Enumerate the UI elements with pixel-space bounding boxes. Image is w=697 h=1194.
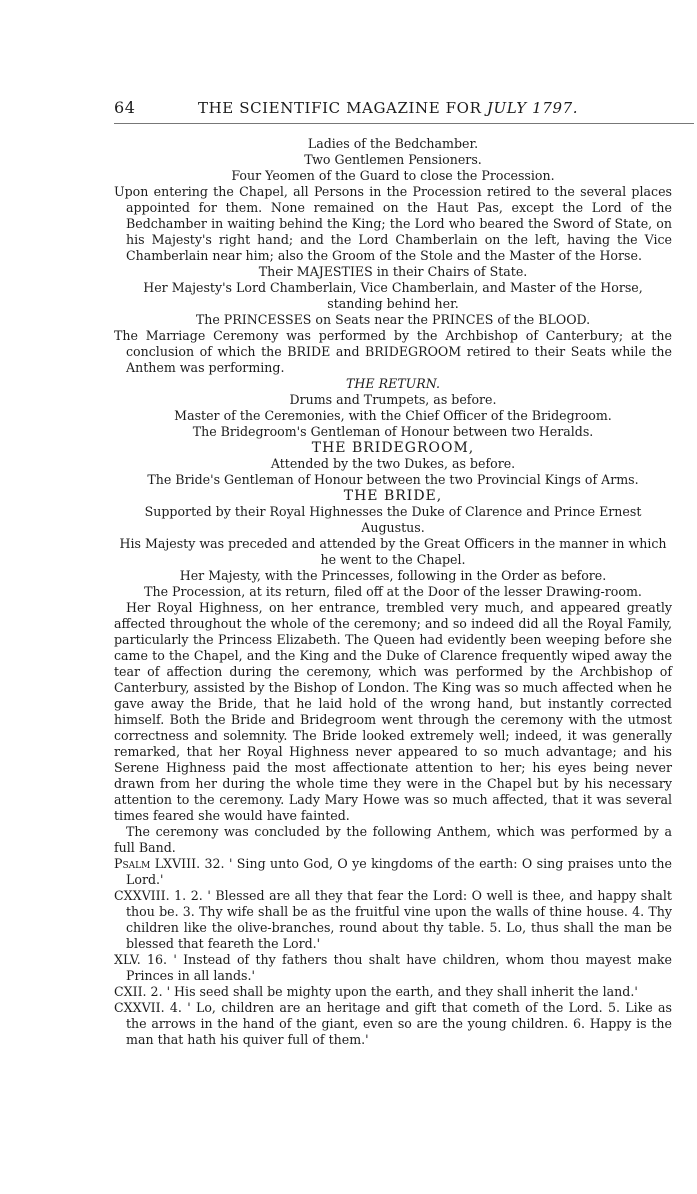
- procession-line: Supported by their Royal Highnesses the Duke of Clarence and Prince Ernest Augustus.: [144, 504, 642, 535]
- procession-heading: THE BRIDEGROOM,: [311, 440, 475, 456]
- verse-reference: CXXVIII. 1. 2.: [114, 888, 203, 903]
- paragraph: The Marriage Ceremony was performed by the Archbishop of Canterbury; at the conclusion of which the BRIDE and BRIDEGROOM retired to their Seats while the Anthem was performing.: [114, 328, 672, 375]
- anthem-verse: [114, 1000, 672, 1048]
- procession-line: Ladies of the Bedchamber.: [307, 136, 479, 151]
- verse-text: ' Lo, children are an heritage and gift that cometh of the Lord. 5. Like as the arrows in the hand of the giant, even so are the young children. 6. Happy is the man that hath his quiver full of them.': [126, 1000, 672, 1047]
- procession-line: Master of the Ceremonies, with the Chief Officer of the Bridegroom.: [174, 408, 612, 423]
- running-title-text: THE SCIENTIFIC MAGAZINE FOR: [198, 99, 487, 117]
- verse-reference: CXII. 2.: [114, 984, 163, 999]
- procession-line: Two Gentlemen Pensioners.: [304, 152, 482, 167]
- procession-line: Four Yeomen of the Guard to close the Procession.: [231, 168, 555, 183]
- procession-heading: THE BRIDE,: [343, 488, 443, 504]
- paragraph: Her Royal Highness, on her entrance, trembled very much, and appeared greatly affected throughout the whole of the ceremony; and so indeed did all the Royal Family, particularly the Princess Elizabeth. The Queen had evidently been weeping before she came to the Chapel, and the King and the Duke of Clarence frequently wiped away the tear of affection during the ceremony, which was performed by the Archbishop of Canterbury, assisted by the Bishop of London. The King was so much affected when he gave away the Bride, that he laid hold of the wrong hand, but instantly corrected himself. Both the Bride and Bridegroom went through the ceremony with the utmost correctness and solemnity. The Bride looked extremely well; indeed, it was generally remarked, that her Royal Highness never appeared to so much advantage; and his Serene Highness paid the most affectionate attention to her; his eyes being never drawn from her during the whole time they were in the Chapel but by his necessary attention to the ceremony. Lady Mary Howe was so much affected, that it was several times feared she would have fainted.: [114, 600, 672, 823]
- procession-line: The Bridegroom's Gentleman of Honour between two Heralds.: [192, 424, 594, 439]
- verse-reference: Psalm LXVIII. 32.: [114, 856, 225, 871]
- paragraph: Upon entering the Chapel, all Persons in the Procession retired to the several places appointed for them. None remained on the Haut Pas, except the Lord of the Bedchamber in waiting behind the King; the Lord who beared the Sword of State, on his Majesty's right hand; and the Lord Chamberlain on the left, having the Vice Chamberlain near him; also the Groom of the Stole and the Master of the Horse.: [114, 184, 672, 263]
- paragraph: The ceremony was concluded by the following Anthem, which was performed by a full Band.: [114, 824, 672, 855]
- procession-line: Drums and Trumpets, as before.: [289, 392, 497, 407]
- procession-line: Her Majesty, with the Princesses, following in the Order as before.: [179, 568, 607, 583]
- running-title: [198, 99, 694, 117]
- procession-line: Their MAJESTIES in their Chairs of State.: [258, 264, 528, 279]
- procession-line: Her Majesty's Lord Chamberlain, Vice Chamberlain, and Master of the Horse, standing behind her.: [143, 280, 643, 311]
- procession-line: The Bride's Gentleman of Honour between the two Provincial Kings of Arms.: [147, 472, 639, 487]
- section-heading: THE RETURN.: [346, 376, 440, 391]
- page-number: 64: [114, 98, 136, 117]
- running-title-date: JULY 1797.: [486, 99, 579, 117]
- anthem-verse: [114, 888, 672, 952]
- article-body: [114, 136, 672, 1048]
- verse-text: ' Instead of thy fathers thou shalt have children, whom thou mayest make Princes in all lands.': [126, 952, 672, 983]
- verse-reference: CXXVII. 4.: [114, 1000, 182, 1015]
- verse-text: ' Blessed are all they that fear the Lord: O well is thee, and happy shalt thou be. 3. Thy wife shall be as the fruitful vine upon the walls of thine house. 4. Thy children like the olive-branches, round about thy table. 5. Lo, thus shall the man be blessed that feareth the Lord.': [126, 888, 672, 951]
- anthem-verse: [114, 952, 672, 984]
- procession-line: Attended by the two Dukes, as before.: [270, 456, 516, 471]
- running-header: [114, 98, 694, 124]
- procession-line: The PRINCESSES on Seats near the PRINCES of the BLOOD.: [195, 312, 591, 327]
- verse-reference: XLV. 16.: [114, 952, 168, 967]
- verse-text: ' Sing unto God, O ye kingdoms of the earth: O sing praises unto the Lord.': [126, 856, 672, 887]
- procession-line: The Procession, at its return, filed off at the Door of the lesser Drawing-room.: [144, 584, 642, 599]
- anthem-verse: [114, 856, 672, 888]
- anthem-verse: [114, 984, 672, 1000]
- verse-text: ' His seed shall be mighty upon the earth, and they shall inherit the land.': [166, 984, 638, 999]
- procession-line: His Majesty was preceded and attended by the Great Officers in the manner in which he went to the Chapel.: [119, 536, 667, 567]
